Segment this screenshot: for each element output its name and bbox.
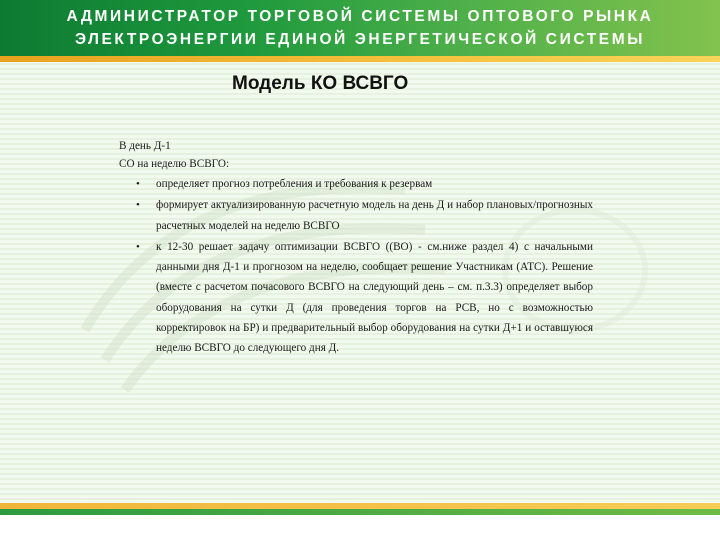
bullet-icon: • [136, 240, 140, 253]
list-item-text: формирует актуализированную расчетную модель на день Д и набор плановых/прогнозных расчетных моделей на неделю ВСВГО [156, 199, 593, 232]
list-item [119, 237, 593, 359]
header-banner [0, 0, 720, 56]
list-item [119, 195, 593, 236]
list-item-text: к 12-30 решает задачу оптимизации ВСВГО ((ВО) - см.ниже раздел 4) с начальными данными дня Д-1 и прогнозом на неделю, сообщает решение Участникам (АТС). Решение (вместе с расчетом почасового ВСВГО на следующий день – см. п.3.3) определяет выбор оборудования на сутки Д (для проведения торгов на РСВ, но с возможностью корректировок на БР) и предварительный выбор оборудования на сутки Д+1 и оставшуюся неделю ВСВГО до следующего дня Д. [156, 240, 593, 355]
bullet-list [119, 174, 593, 359]
footer-green-stripe [0, 509, 720, 515]
bullet-icon: • [136, 178, 140, 190]
header-title-line-2: ЭЛЕКТРОЭНЕРГИИ ЕДИНОЙ ЭНЕРГЕТИЧЕСКОЙ СИСТЕМЫ [74, 31, 646, 48]
intro-line-day: В день Д-1 [119, 140, 171, 152]
bullet-icon: • [136, 199, 140, 212]
intro-line-week: СО на неделю ВСВГО: [119, 158, 230, 170]
list-item-text: определяет прогноз потребления и требования к резервам [156, 178, 433, 190]
list-item [119, 174, 593, 194]
slide-title: Модель КО ВСВГО [232, 73, 409, 94]
header-title-line-1: АДМИНИСТРАТОР ТОРГОВОЙ СИСТЕМЫ ОПТОВОГО РЫНКА [66, 8, 654, 25]
header-accent-stripe [0, 56, 720, 62]
slide-content [119, 137, 593, 359]
